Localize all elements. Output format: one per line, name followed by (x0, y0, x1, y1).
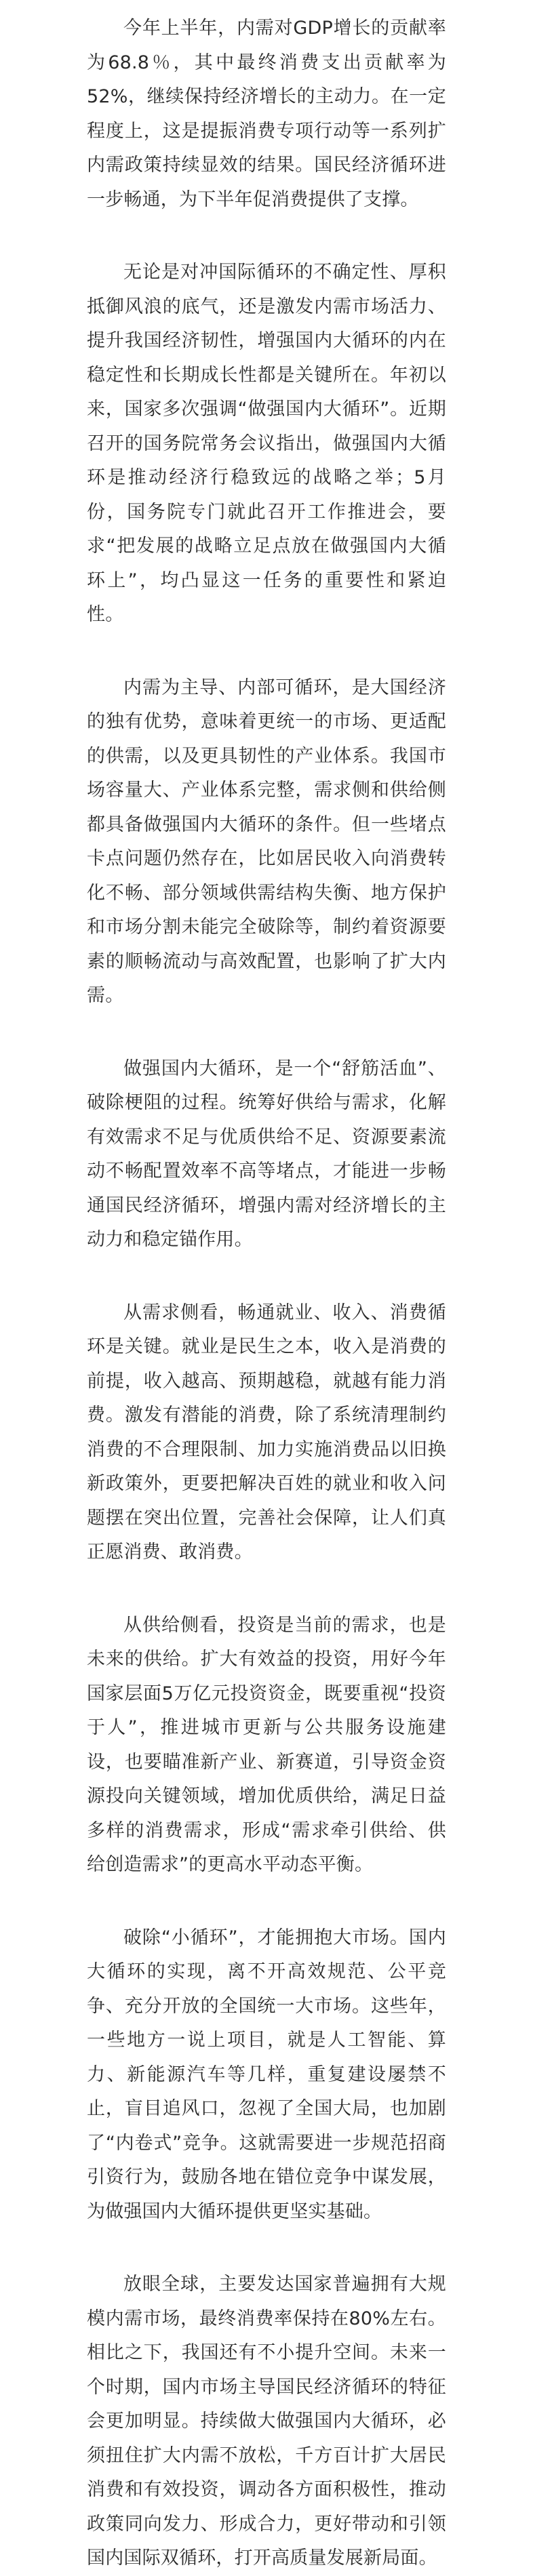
paragraph-7: 破除“小循环”，才能拥抱大市场。国内大循环的实现，离不开高效规范、公平竞争、充分开放的全国统一大市场。这些年，一些地方一说上项目，就是人工智能、算力、新能源汽车等几样，重复建设屡禁不止，盲目追风口，忽视了全国大局，也加剧了“内卷式”竞争。这就需要进一步规范招商引资行为，鼓励各地在错位竞争中谋发展，为做强国内大循环提供更坚实基础。 (87, 1927, 446, 2222)
paragraph-4: 做强国内大循环，是一个“舒筋活血”、破除梗阻的过程。统筹好供给与需求，化解有效需求不足与优质供给不足、资源要素流动不畅配置效率不高等堵点，才能进一步畅通国民经济循环，增强内需对经济增长的主动力和稳定锚作用。 (87, 1058, 446, 1250)
paragraph-2: 无论是对冲国际循环的不确定性、厚积抵御风浪的底气，还是激发内需市场活力、提升我国经济韧性，增强国内大循环的内在稳定性和长期成长性都是关键所在。年初以来，国家多次强调“做强国内大循环”。近期召开的国务院常务会议指出，做强国内大循环是推动经济行稳致远的战略之举；5月份，国务院专门就此召开工作推进会，要求“把发展的战略立足点放在做强国内大循环上”，均凸显这一任务的重要性和紧迫性。 (87, 262, 446, 625)
paragraph-3: 内需为主导、内部可循环，是大国经济的独有优势，意味着更统一的市场、更适配的供需，以及更具韧性的产业体系。我国市场容量大、产业体系完整，需求侧和供给侧都具备做强国内大循环的条件。但一些堵点卡点问题仍然存在，比如居民收入向消费转化不畅、部分领域供需结构失衡、地方保护和市场分割未能完全破除等，制约着资源要素的顺畅流动与高效配置，也影响了扩大内需。 (87, 677, 446, 1006)
paragraph-1: 今年上半年，内需对GDP增长的贡献率为68.8％，其中最终消费支出贡献率为52%，继续保持经济增长的主动力。在一定程度上，这是提振消费专项行动等一系列扩内需政策持续显效的结果。国民经济循环进一步畅通，为下半年促消费提供了支撑。 (87, 18, 446, 210)
paragraph-8: 放眼全球，主要发达国家普遍拥有大规模内需市场，最终消费率保持在80%左右。相比之下，我国还有不小提升空间。未来一个时期，国内市场主导国民经济循环的特征会更加明显。持续做大做强国内大循环，必须扭住扩大内需不放松，千方百计扩大居民消费和有效投资，调动各方面积极性，推动政策同向发力、形成合力，更好带动和引领国内国际双循环，打开高质量发展新局面。 (87, 2274, 446, 2569)
paragraph-6: 从供给侧看，投资是当前的需求，也是未来的供给。扩大有效益的投资，用好今年国家层面5万亿元投资资金，既要重视“投资于人”，推进城市更新与公共服务设施建设，也要瞄准新产业、新赛道，引导资金资源投向关键领域，增加优质供给，满足日益多样的消费需求，形成“需求牵引供给、供给创造需求”的更高水平动态平衡。 (87, 1614, 446, 1875)
article-body (0, 12, 533, 2576)
paragraph-5: 从需求侧看，畅通就业、收入、消费循环是关键。就业是民生之本，收入是消费的前提，收入越高、预期越稳，就越有能力消费。激发有潜能的消费，除了系统清理制约消费的不合理限制、加力实施消费品以旧换新政策外，更要把解决百姓的就业和收入问题摆在突出位置，完善社会保障，让人们真正愿消费、敢消费。 (87, 1302, 446, 1563)
